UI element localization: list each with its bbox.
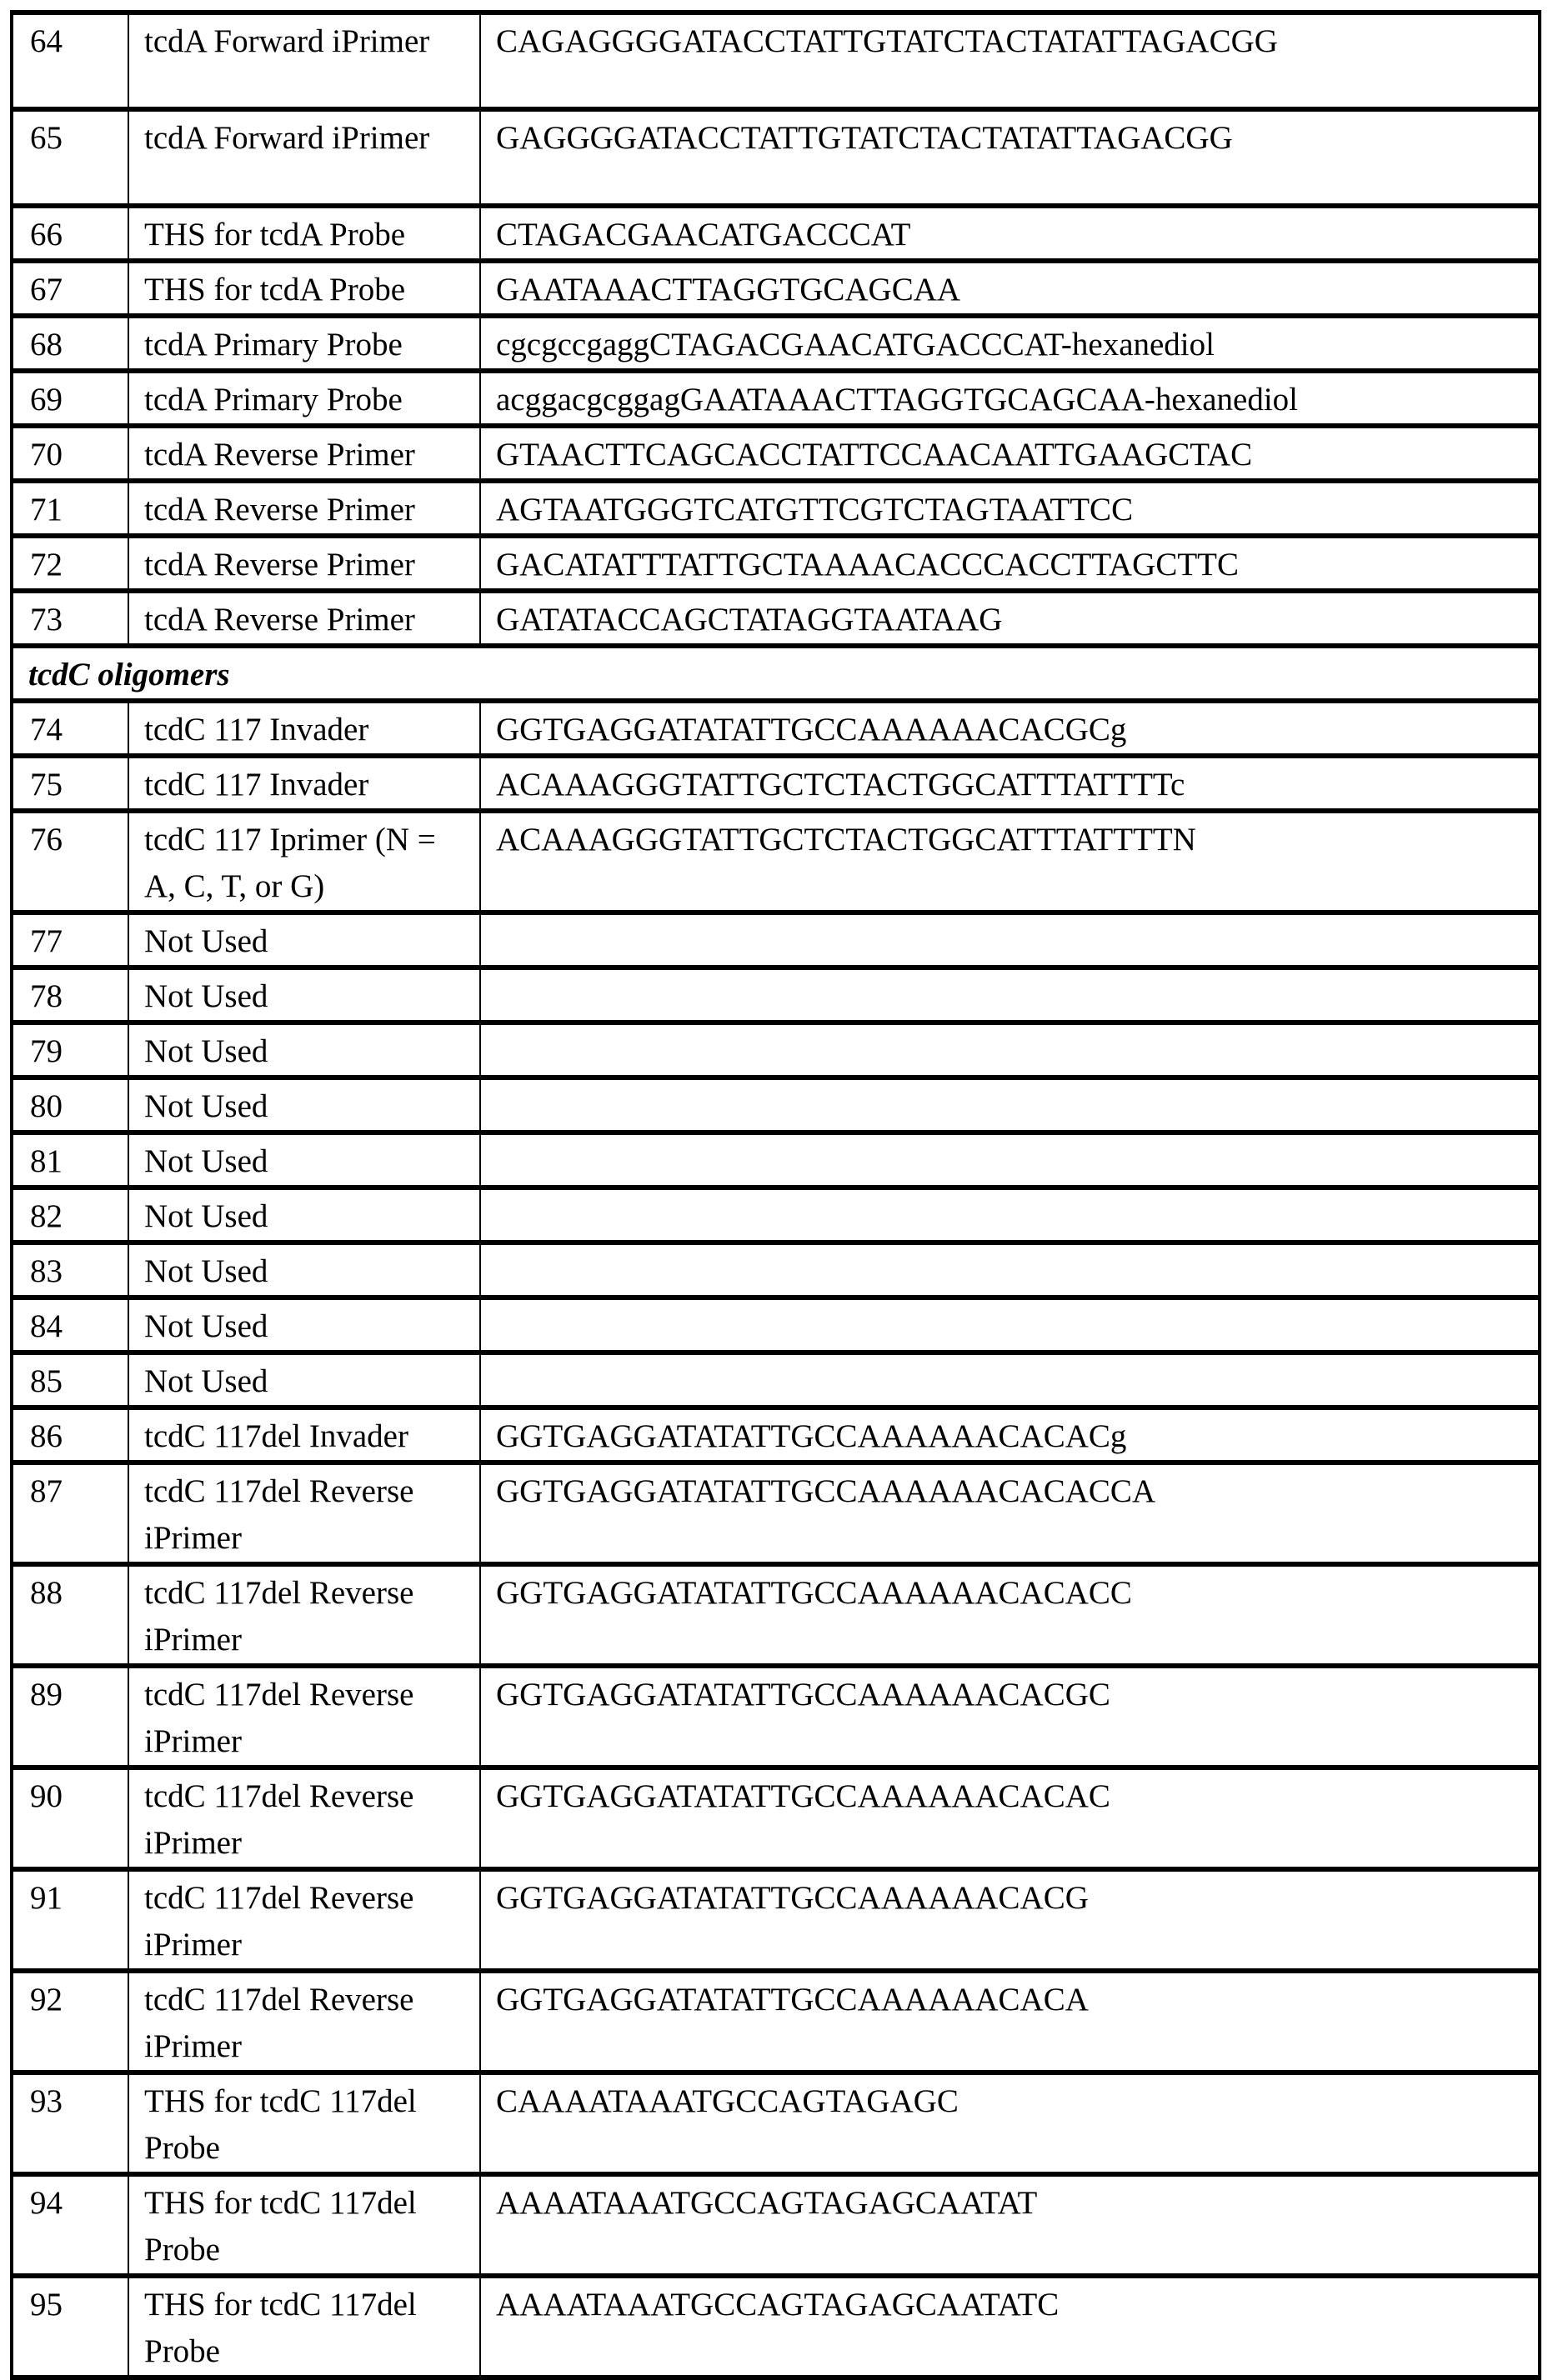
description-cell: tcdC 117del Reverse iPrimer [128, 1971, 480, 2072]
oligomer-table-body [12, 12, 1540, 2378]
description-cell: tcdC 117del Reverse iPrimer [128, 1869, 480, 1971]
table-row [12, 1022, 1540, 1078]
sequence-cell [480, 1188, 1540, 1242]
table-row [12, 2276, 1540, 2378]
sequence-cell: GTAACTTCAGCACCTATTCCAACAATTGAAGCTAC [480, 426, 1540, 481]
sequence-cell: GGTGAGGATATATTGCCAAAAAACACACg [480, 1408, 1540, 1462]
seq-id-cell: 95 [12, 2276, 128, 2378]
seq-id-cell: 73 [12, 591, 128, 646]
sequence-cell: CTAGACGAACATGACCCAT [480, 206, 1540, 261]
table-row [12, 1869, 1540, 1971]
sequence-cell: GGTGAGGATATATTGCCAAAAAACACA [480, 1971, 1540, 2072]
table-row [12, 811, 1540, 912]
description-cell: THS for tcdC 117del Probe [128, 2276, 480, 2378]
sequence-cell: acggacgcggagGAATAAACTTAGGTGCAGCAA-hexanediol [480, 371, 1540, 426]
sequence-cell [480, 968, 1540, 1022]
description-cell: tcdC 117del Reverse iPrimer [128, 1462, 480, 1564]
seq-id-cell: 93 [12, 2072, 128, 2174]
description-cell: Not Used [128, 1298, 480, 1352]
sequence-cell [480, 1352, 1540, 1408]
description-cell: Not Used [128, 912, 480, 968]
table-row [12, 591, 1540, 646]
seq-id-cell: 72 [12, 536, 128, 591]
sequence-cell [480, 912, 1540, 968]
sequence-cell: AAAATAAATGCCAGTAGAGCAATAT [480, 2174, 1540, 2276]
seq-id-cell: 69 [12, 371, 128, 426]
description-cell: tcdA Reverse Primer [128, 481, 480, 536]
description-cell: tcdA Forward iPrimer [128, 109, 480, 206]
seq-id-cell: 74 [12, 701, 128, 756]
description-cell: THS for tcdC 117del Probe [128, 2174, 480, 2276]
table-row [12, 1132, 1540, 1188]
seq-id-cell: 88 [12, 1564, 128, 1666]
table-row [12, 1971, 1540, 2072]
sequence-cell: GAGGGGATACCTATTGTATCTACTATATTAGACGG [480, 109, 1540, 206]
description-cell: Not Used [128, 1132, 480, 1188]
description-cell: tcdA Forward iPrimer [128, 12, 480, 109]
table-row [12, 1462, 1540, 1564]
seq-id-cell: 66 [12, 206, 128, 261]
description-cell: Not Used [128, 1242, 480, 1298]
table-row [12, 968, 1540, 1022]
description-cell: tcdC 117 Iprimer (N = A, C, T, or G) [128, 811, 480, 912]
description-cell: tcdC 117 Invader [128, 701, 480, 756]
description-cell: tcdA Reverse Primer [128, 426, 480, 481]
table-row [12, 1298, 1540, 1352]
seq-id-cell: 89 [12, 1666, 128, 1768]
description-cell: THS for tcdA Probe [128, 206, 480, 261]
sequence-cell: GATATACCAGCTATAGGTAATAAG [480, 591, 1540, 646]
seq-id-cell: 78 [12, 968, 128, 1022]
table-row [12, 1242, 1540, 1298]
description-cell: Not Used [128, 1352, 480, 1408]
sequence-cell [480, 1132, 1540, 1188]
sequence-cell: AGTAATGGGTCATGTTCGTCTAGTAATTCC [480, 481, 1540, 536]
sequence-cell: CAAAATAAATGCCAGTAGAGC [480, 2072, 1540, 2174]
description-cell: tcdA Primary Probe [128, 316, 480, 371]
seq-id-cell: 90 [12, 1768, 128, 1869]
table-row [12, 109, 1540, 206]
sequence-cell: GGTGAGGATATATTGCCAAAAAACACGCg [480, 701, 1540, 756]
description-cell: tcdC 117del Reverse iPrimer [128, 1666, 480, 1768]
seq-id-cell: 65 [12, 109, 128, 206]
seq-id-cell: 85 [12, 1352, 128, 1408]
oligomer-table [10, 10, 1541, 2380]
section-title: tcdC oligomers [12, 646, 1540, 701]
seq-id-cell: 82 [12, 1188, 128, 1242]
sequence-cell: cgcgccgaggCTAGACGAACATGACCCAT-hexanediol [480, 316, 1540, 371]
seq-id-cell: 77 [12, 912, 128, 968]
table-row [12, 12, 1540, 109]
description-cell: Not Used [128, 1188, 480, 1242]
sequence-cell: GGTGAGGATATATTGCCAAAAAACACACC [480, 1564, 1540, 1666]
sequence-cell [480, 1242, 1540, 1298]
seq-id-cell: 70 [12, 426, 128, 481]
table-row [12, 1564, 1540, 1666]
sequence-cell [480, 1298, 1540, 1352]
table-row [12, 701, 1540, 756]
table-row [12, 1768, 1540, 1869]
sequence-cell: AAAATAAATGCCAGTAGAGCAATATC [480, 2276, 1540, 2378]
sequence-cell: GGTGAGGATATATTGCCAAAAAACACGC [480, 1666, 1540, 1768]
description-cell: THS for tcdA Probe [128, 261, 480, 316]
description-cell: tcdA Reverse Primer [128, 591, 480, 646]
description-cell: THS for tcdC 117del Probe [128, 2072, 480, 2174]
seq-id-cell: 84 [12, 1298, 128, 1352]
description-cell: tcdC 117del Invader [128, 1408, 480, 1462]
table-row [12, 426, 1540, 481]
seq-id-cell: 68 [12, 316, 128, 371]
seq-id-cell: 94 [12, 2174, 128, 2276]
table-row [12, 536, 1540, 591]
table-row [12, 481, 1540, 536]
description-cell: tcdA Primary Probe [128, 371, 480, 426]
description-cell: Not Used [128, 968, 480, 1022]
seq-id-cell: 87 [12, 1462, 128, 1564]
seq-id-cell: 86 [12, 1408, 128, 1462]
table-row [12, 261, 1540, 316]
sequence-cell [480, 1078, 1540, 1132]
table-row [12, 1408, 1540, 1462]
seq-id-cell: 71 [12, 481, 128, 536]
table-row [12, 2072, 1540, 2174]
table-row [12, 1666, 1540, 1768]
table-row [12, 1352, 1540, 1408]
table-row [12, 1188, 1540, 1242]
seq-id-cell: 83 [12, 1242, 128, 1298]
sequence-cell: GAATAAACTTAGGTGCAGCAA [480, 261, 1540, 316]
table-row [12, 1078, 1540, 1132]
description-cell: tcdA Reverse Primer [128, 536, 480, 591]
seq-id-cell: 92 [12, 1971, 128, 2072]
table-row [12, 316, 1540, 371]
seq-id-cell: 75 [12, 756, 128, 811]
sequence-cell: ACAAAGGGTATTGCTCTACTGGCATTTATTTTc [480, 756, 1540, 811]
seq-id-cell: 76 [12, 811, 128, 912]
seq-id-cell: 79 [12, 1022, 128, 1078]
table-row [12, 371, 1540, 426]
sequence-cell: ACAAAGGGTATTGCTCTACTGGCATTTATTTTN [480, 811, 1540, 912]
seq-id-cell: 80 [12, 1078, 128, 1132]
seq-id-cell: 91 [12, 1869, 128, 1971]
table-row [12, 2174, 1540, 2276]
table-row [12, 756, 1540, 811]
table-row [12, 206, 1540, 261]
seq-id-cell: 64 [12, 12, 128, 109]
description-cell: tcdC 117 Invader [128, 756, 480, 811]
description-cell: Not Used [128, 1078, 480, 1132]
seq-id-cell: 67 [12, 261, 128, 316]
description-cell: tcdC 117del Reverse iPrimer [128, 1768, 480, 1869]
sequence-cell [480, 1022, 1540, 1078]
sequence-cell: GGTGAGGATATATTGCCAAAAAACACACCA [480, 1462, 1540, 1564]
description-cell: tcdC 117del Reverse iPrimer [128, 1564, 480, 1666]
sequence-cell: GGTGAGGATATATTGCCAAAAAACACG [480, 1869, 1540, 1971]
sequence-cell: GACATATTTATTGCTAAAACACCCACCTTAGCTTC [480, 536, 1540, 591]
section-header-row [12, 646, 1540, 701]
sequence-cell: GGTGAGGATATATTGCCAAAAAACACAC [480, 1768, 1540, 1869]
sequence-cell: CAGAGGGGATACCTATTGTATCTACTATATTAGACGG [480, 12, 1540, 109]
table-row [12, 912, 1540, 968]
description-cell: Not Used [128, 1022, 480, 1078]
seq-id-cell: 81 [12, 1132, 128, 1188]
